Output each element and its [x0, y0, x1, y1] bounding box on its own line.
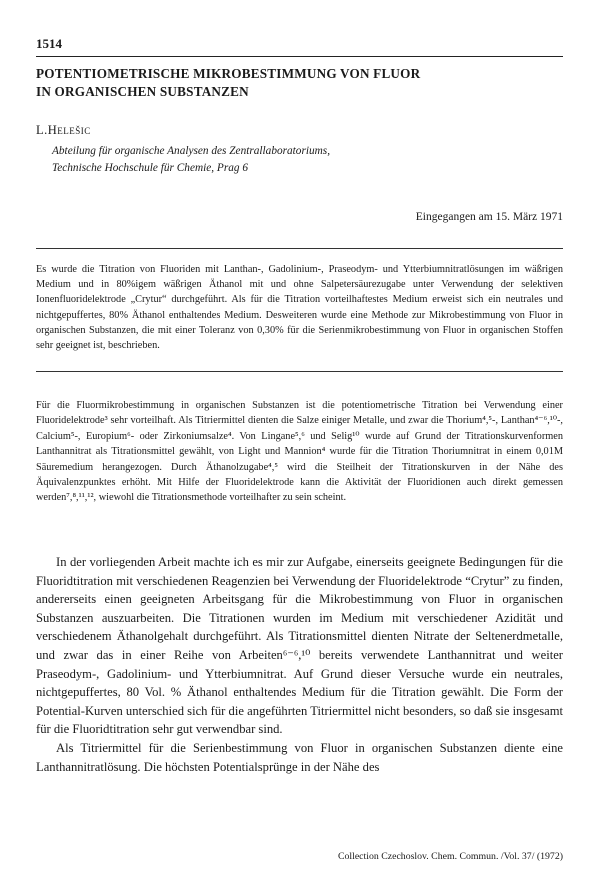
article-title	[36, 65, 563, 101]
page-number: 1514	[36, 36, 62, 51]
affiliation-line-2: Technische Hochschule für Chemie, Prag 6	[52, 162, 248, 174]
affiliation	[52, 143, 330, 177]
body-text	[36, 553, 563, 776]
author-name: L.Helešic	[36, 123, 91, 137]
journal-footer: Collection Czechoslov. Chem. Commun. /Vol. 37/ (1972)	[337, 851, 563, 862]
introduction	[36, 398, 563, 506]
received-date: Eingegangen am 15. März 1971	[415, 211, 563, 223]
header-rule	[36, 56, 563, 57]
title-line-1: POTENTIOMETRISCHE MIKROBESTIMMUNG VON FLUOR	[36, 66, 421, 81]
body-paragraph-2: Als Titriermittel für die Serienbestimmung von Fluor in organischen Substanzen diente eine Lanthannitratlösung. Die höchsten Potentialsprünge in der Nähe des	[36, 740, 563, 774]
abstract-paragraph: Es wurde die Titration von Fluoriden mit Lanthan-, Gadolinium-, Praseodym- und Ytterbiumnitratlösungen im wäßrigen Medium und in 80%igem wäßrigen Äthanol mit und ohne Salpetersäurezugabe unter Verwendung der selektiven Ionenfluoridelektrode „Crytur“ durchgeführt. Als für die Titration vorteilhaftestes Medium erweist sich ein neutrales und nichtgepuffertes, 80% Äthanol enthaltendes Medium. Desweiteren wurde eine Methode zur Mikrobestimmung von Fluor in organischen Substanzen, die mit einer Toleranz von 0,30% für die Serienmikrobestimmung von Fluor in organischen Stoffen sehr geeignet ist, beschrieben.	[36, 264, 563, 352]
body-paragraph-1: In der vorliegenden Arbeit machte ich es mir zur Aufgabe, einerseits geeignete Bedingungen für die Fluoridtitration mit verschiedenen Reagenzien bei Verwendung der Fluoridelektrode “Crytur” zu finden, andererseits einen geeigneten Arbeitsgang für die Mikrobestimmung von Fluor in organischen Substanzen auszuarbeiten. Die Titrationen wurden im Medium mit verschiedener Azidität und verschiedenem Äthanolgehalt durchgeführt. Als Titrationsmittel dienten Nitrate der Seltenerdmetalle, und zwar das in einer Reihe von Arbeiten⁶⁻⁶,¹⁰ bereits verwendete Lanthannitrat und weiter Praseodym-, Gadolinium- und Ytterbiumnitrat. Auf Grund dieser Versuche wurde ein neutrales, nichtgepuffertes, 80 Vol. % Äthanol enthaltendes Medium für die Titration gewählt. Die Form der Potential-Kurven unterschied sich für die angeführten Titriermittel nicht besonders, so daß sie insgesamt für die Fluoridtitration sehr gut verwendbar sind.	[36, 555, 563, 737]
affiliation-line-1: Abteilung für organische Analysen des Zentrallaboratoriums,	[52, 145, 331, 157]
abstract	[36, 262, 563, 353]
title-line-2: IN ORGANISCHEN SUBSTANZEN	[36, 84, 249, 99]
intro-paragraph: Für die Fluormikrobestimmung in organischen Substanzen ist die potentiometrische Titration bei Verwendung einer Fluoridelektrode³ sehr vorteilhaft. Als Titriermittel dienten die Salze einiger Metalle, und zwar die Thorium⁴,⁵-, Lanthan⁴⁻⁶,¹⁰-, Calcium⁵-, Europium⁶- oder Zirkoniumsalze⁴. Von Lingane⁵,⁶ und Selig¹⁰ wurde auf Grund der Titrationskurvenformen Lanthannitrat als Titrationsmittel gewählt, von Light und Mannion⁴ wurde für die Titration Thoriumnitrat in einem 0,01M Säuremedium herangezogen. Durch Äthanolzugabe⁴,⁵ wird die Steilheit der Titrationskurven in der Nähe des Äquivalenzpunktes erhöht. Mit Hilfe der Fluoridelektrode kann die Aktivität der Fluoridionen auch direkt gemessen werden⁷,⁸,¹¹,¹², wiewohl die Titrationsmethode vorteilhafter zu sein scheint.	[36, 400, 563, 504]
